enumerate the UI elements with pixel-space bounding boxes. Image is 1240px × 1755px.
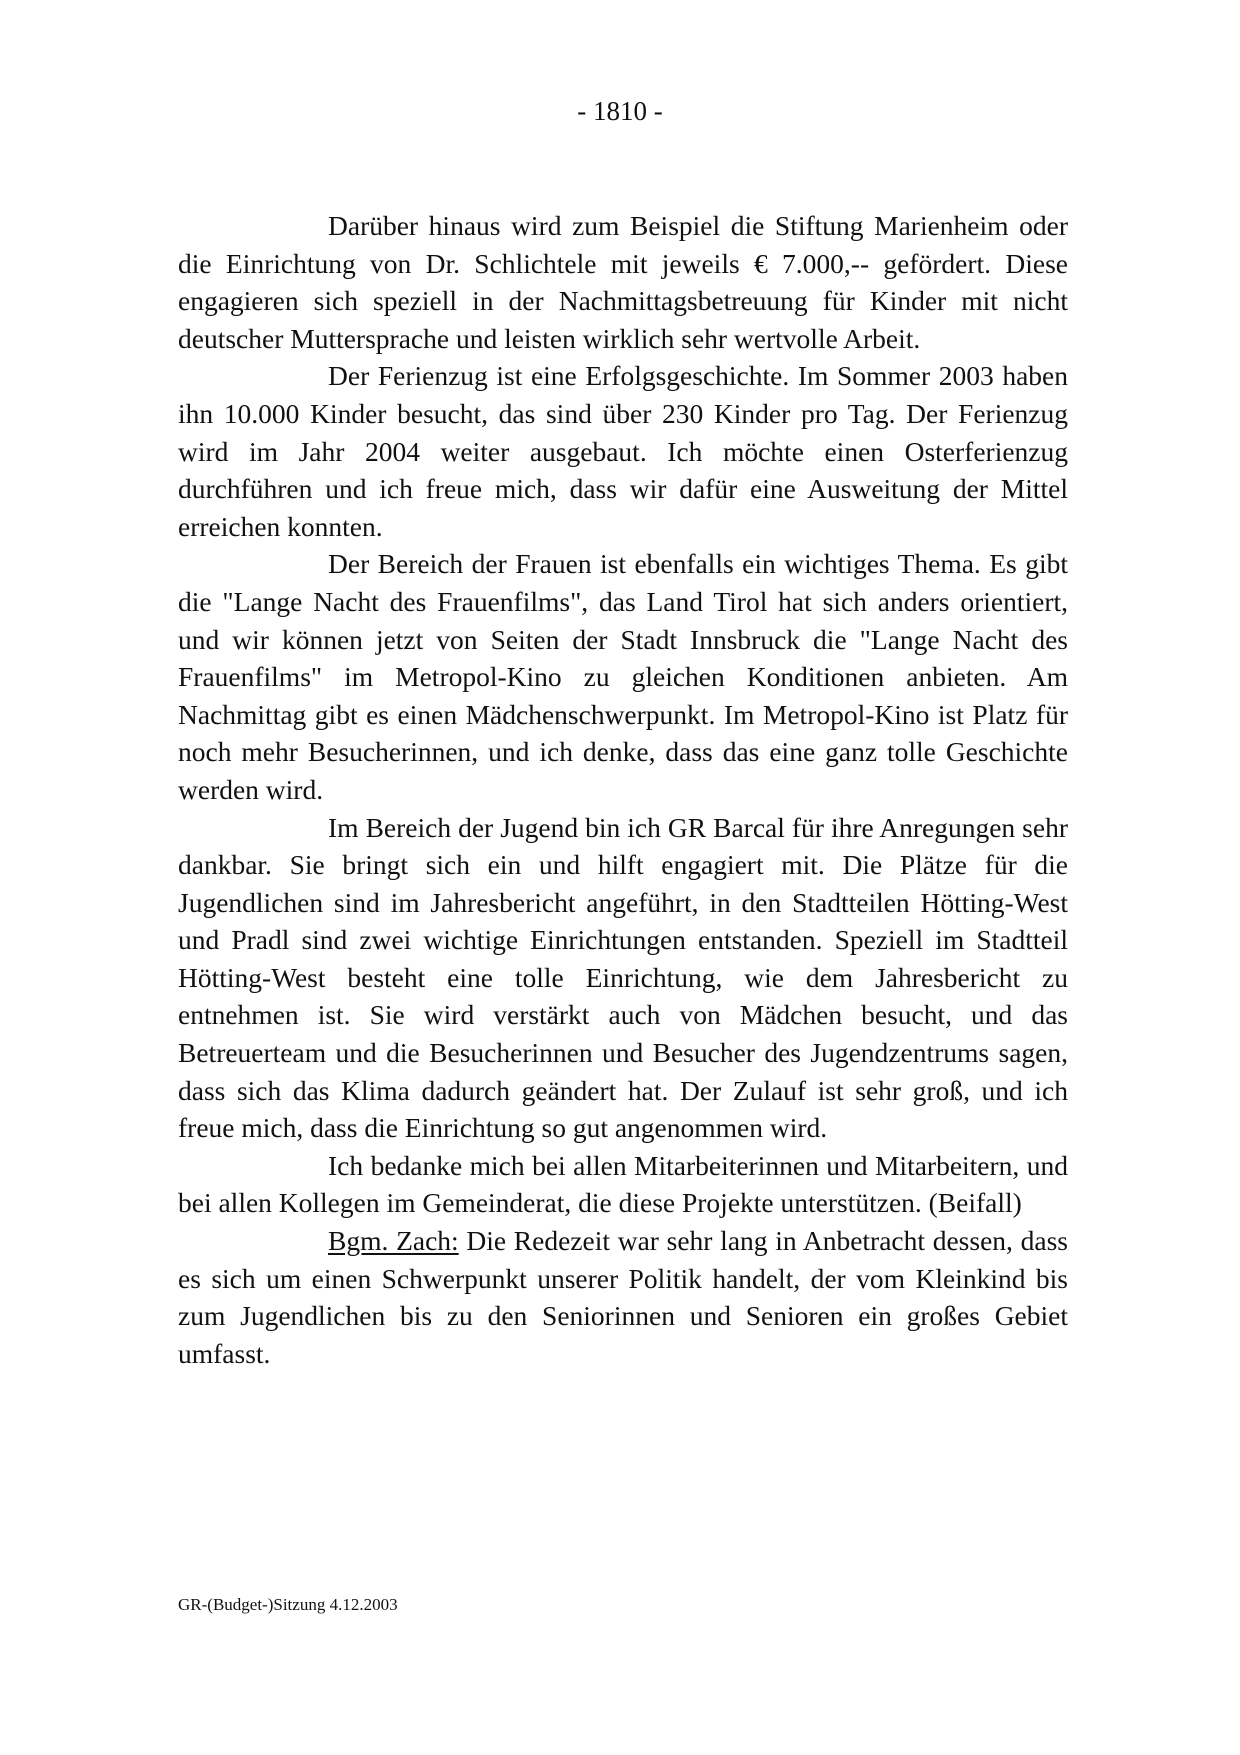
paragraph-bgm-zach [178,1222,1068,1372]
paragraph-stiftung: Darüber hinaus wird zum Beispiel die Stiftung Marienheim oder die Einrichtung von Dr. Schlichtele mit jeweils € 7.000,-- gefördert. Diese engagieren sich speziell in der Nachmittagsbetreuung für Kinder mit nicht deutscher Muttersprache und leisten wirklich sehr wertvolle Arbeit. [178,210,1068,354]
speaker-statement: Die Redezeit war sehr lang in Anbetracht dessen, dass es sich um einen Schwerpunkt unserer Politik handelt, der vom Kleinkind bis zum Jugendlichen bis zu den Seniorinnen und Senioren ein großes Gebiet umfasst. [178,1225,1068,1369]
document-body [178,207,1068,1372]
page-number: - 1810 - [577,96,663,126]
paragraph-dank: Ich bedanke mich bei allen Mitarbeiterinnen und Mitarbeitern, und bei allen Kollegen im Gemeinderat, die diese Projekte unterstützen. (Beifall) [178,1149,1068,1219]
paragraph-jugend: Im Bereich der Jugend bin ich GR Barcal für ihre Anregungen sehr dankbar. Sie bringt sich ein und hilft engagiert mit. Die Plätze für die Jugendlichen sind im Jahresbericht angeführt, in den Stadtteilen Hötting-West und Pradl sind zwei wichtige Einrichtungen entstanden. Speziell im Stadtteil Hötting-West besteht eine tolle Einrichtung, wie dem Jahresbericht zu entnehmen ist. Sie wird verstärkt auch von Mädchen besucht, und das Betreuerteam und die Besucherinnen und Besucher des Jugendzentrums sagen, dass sich das Klima dadurch geändert hat. Der Zulauf ist sehr groß, und ich freue mich, dass die Einrichtung so gut angenommen wird. [178,811,1068,1144]
paragraph-frauen: Der Bereich der Frauen ist ebenfalls ein wichtiges Thema. Es gibt die "Lange Nacht des Frauenfilms", das Land Tirol hat sich anders orientiert, und wir können jetzt von Seiten der Stadt Innsbruck die "Lange Nacht des Frauenfilms" im Metropol-Kino zu gleichen Konditionen anbieten. Am Nachmittag gibt es einen Mädchenschwerpunkt. Im Metropol-Kino ist Platz für noch mehr Besucherinnen, und ich denke, dass das eine ganz tolle Geschichte werden wird. [178,548,1068,805]
footer-session: GR-(Budget-)Sitzung 4.12.2003 [178,1595,398,1614]
speaker-name: Bgm. Zach: [328,1225,459,1257]
paragraph-ferienzug: Der Ferienzug ist eine Erfolgsgeschichte. Im Sommer 2003 haben ihn 10.000 Kinder besucht, das sind über 230 Kinder pro Tag. Der Ferienzug wird im Jahr 2004 weiter ausgebaut. Ich möchte einen Osterferienzug durchführen und ich freue mich, dass wir dafür eine Ausweitung der Mittel erreichen konnten. [178,360,1068,542]
